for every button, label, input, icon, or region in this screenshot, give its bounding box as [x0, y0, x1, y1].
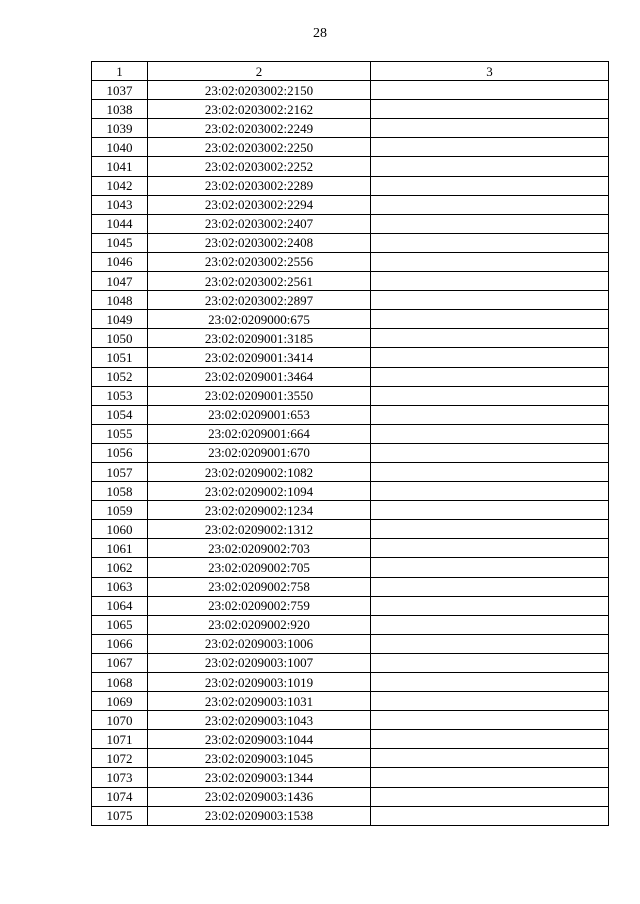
- notes-cell: [371, 100, 609, 119]
- cadastral-number-cell: 23:02:0209001:664: [148, 424, 371, 443]
- row-number-cell: 1071: [92, 730, 148, 749]
- notes-cell: [371, 310, 609, 329]
- cadastral-number-cell: 23:02:0209002:759: [148, 596, 371, 615]
- cadastral-number-cell: 23:02:0203002:2162: [148, 100, 371, 119]
- row-number-cell: 1058: [92, 482, 148, 501]
- table-row: [92, 615, 609, 634]
- row-number-cell: 1055: [92, 424, 148, 443]
- cadastral-number-cell: 23:02:0203002:2294: [148, 195, 371, 214]
- cadastral-number-cell: 23:02:0209002:758: [148, 577, 371, 596]
- column-header-1: 1: [92, 62, 148, 81]
- row-number-cell: 1061: [92, 539, 148, 558]
- row-number-cell: 1046: [92, 252, 148, 271]
- column-header-2: 2: [148, 62, 371, 81]
- cadastral-number-cell: 23:02:0203002:2252: [148, 157, 371, 176]
- notes-cell: [371, 81, 609, 100]
- notes-cell: [371, 806, 609, 825]
- notes-cell: [371, 711, 609, 730]
- table-row: [92, 768, 609, 787]
- row-number-cell: 1045: [92, 233, 148, 252]
- table-row: [92, 291, 609, 310]
- row-number-cell: 1064: [92, 596, 148, 615]
- table-row: [92, 386, 609, 405]
- cadastral-number-cell: 23:02:0209002:705: [148, 558, 371, 577]
- notes-cell: [371, 520, 609, 539]
- header-row: [92, 62, 609, 81]
- notes-cell: [371, 768, 609, 787]
- row-number-cell: 1044: [92, 214, 148, 233]
- cadastral-number-cell: 23:02:0203002:2150: [148, 81, 371, 100]
- row-number-cell: 1048: [92, 291, 148, 310]
- row-number-cell: 1052: [92, 367, 148, 386]
- notes-cell: [371, 176, 609, 195]
- row-number-cell: 1053: [92, 386, 148, 405]
- table-row: [92, 501, 609, 520]
- cadastral-number-cell: 23:02:0203002:2556: [148, 252, 371, 271]
- row-number-cell: 1047: [92, 272, 148, 291]
- notes-cell: [371, 233, 609, 252]
- cadastral-number-cell: 23:02:0209002:1094: [148, 482, 371, 501]
- table-row: [92, 195, 609, 214]
- table-row: [92, 443, 609, 462]
- cadastral-number-cell: 23:02:0209001:3464: [148, 367, 371, 386]
- table-row: [92, 81, 609, 100]
- table-row: [92, 424, 609, 443]
- cadastral-number-cell: 23:02:0209003:1344: [148, 768, 371, 787]
- table-row: [92, 348, 609, 367]
- row-number-cell: 1063: [92, 577, 148, 596]
- notes-cell: [371, 272, 609, 291]
- row-number-cell: 1068: [92, 673, 148, 692]
- table-row: [92, 806, 609, 825]
- cadastral-number-cell: 23:02:0209003:1006: [148, 634, 371, 653]
- cadastral-number-cell: 23:02:0203002:2897: [148, 291, 371, 310]
- cadastral-number-cell: 23:02:0203002:2407: [148, 214, 371, 233]
- table-row: [92, 539, 609, 558]
- notes-cell: [371, 539, 609, 558]
- row-number-cell: 1043: [92, 195, 148, 214]
- table-row: [92, 653, 609, 672]
- table-row: [92, 252, 609, 271]
- notes-cell: [371, 615, 609, 634]
- column-header-3: 3: [371, 62, 609, 81]
- notes-cell: [371, 482, 609, 501]
- notes-cell: [371, 634, 609, 653]
- table-row: [92, 520, 609, 539]
- row-number-cell: 1074: [92, 787, 148, 806]
- row-number-cell: 1066: [92, 634, 148, 653]
- notes-cell: [371, 692, 609, 711]
- table-header: [92, 62, 609, 81]
- table-row: [92, 272, 609, 291]
- table-row: [92, 176, 609, 195]
- cadastral-number-cell: 23:02:0209002:1312: [148, 520, 371, 539]
- table-row: [92, 119, 609, 138]
- cadastral-number-cell: 23:02:0203002:2289: [148, 176, 371, 195]
- table-row: [92, 329, 609, 348]
- cadastral-number-cell: 23:02:0209001:653: [148, 405, 371, 424]
- cadastral-number-cell: 23:02:0203002:2408: [148, 233, 371, 252]
- page-number: 28: [313, 26, 327, 41]
- cadastral-number-cell: 23:02:0209003:1019: [148, 673, 371, 692]
- notes-cell: [371, 730, 609, 749]
- table-row: [92, 462, 609, 481]
- row-number-cell: 1039: [92, 119, 148, 138]
- notes-cell: [371, 596, 609, 615]
- table-row: [92, 749, 609, 768]
- cadastral-number-cell: 23:02:0209001:3414: [148, 348, 371, 367]
- row-number-cell: 1059: [92, 501, 148, 520]
- notes-cell: [371, 501, 609, 520]
- notes-cell: [371, 348, 609, 367]
- table-row: [92, 214, 609, 233]
- cadastral-table: [91, 61, 609, 826]
- notes-cell: [371, 367, 609, 386]
- cadastral-number-cell: 23:02:0209001:670: [148, 443, 371, 462]
- cadastral-number-cell: 23:02:0203002:2250: [148, 138, 371, 157]
- notes-cell: [371, 577, 609, 596]
- row-number-cell: 1038: [92, 100, 148, 119]
- row-number-cell: 1049: [92, 310, 148, 329]
- row-number-cell: 1050: [92, 329, 148, 348]
- cadastral-number-cell: 23:02:0209003:1007: [148, 653, 371, 672]
- table-row: [92, 711, 609, 730]
- row-number-cell: 1062: [92, 558, 148, 577]
- table-row: [92, 138, 609, 157]
- cadastral-number-cell: 23:02:0209003:1538: [148, 806, 371, 825]
- notes-cell: [371, 386, 609, 405]
- notes-cell: [371, 157, 609, 176]
- table-row: [92, 577, 609, 596]
- notes-cell: [371, 138, 609, 157]
- table-row: [92, 730, 609, 749]
- table-row: [92, 634, 609, 653]
- table-row: [92, 405, 609, 424]
- cadastral-number-cell: 23:02:0203002:2561: [148, 272, 371, 291]
- notes-cell: [371, 653, 609, 672]
- row-number-cell: 1073: [92, 768, 148, 787]
- notes-cell: [371, 787, 609, 806]
- cadastral-number-cell: 23:02:0209003:1044: [148, 730, 371, 749]
- notes-cell: [371, 443, 609, 462]
- table-row: [92, 596, 609, 615]
- table-row: [92, 558, 609, 577]
- table-row: [92, 233, 609, 252]
- row-number-cell: 1072: [92, 749, 148, 768]
- notes-cell: [371, 424, 609, 443]
- notes-cell: [371, 462, 609, 481]
- row-number-cell: 1051: [92, 348, 148, 367]
- table-row: [92, 367, 609, 386]
- cadastral-number-cell: 23:02:0209001:3185: [148, 329, 371, 348]
- notes-cell: [371, 329, 609, 348]
- cadastral-number-cell: 23:02:0209003:1045: [148, 749, 371, 768]
- row-number-cell: 1075: [92, 806, 148, 825]
- row-number-cell: 1056: [92, 443, 148, 462]
- table-row: [92, 692, 609, 711]
- row-number-cell: 1069: [92, 692, 148, 711]
- notes-cell: [371, 673, 609, 692]
- row-number-cell: 1041: [92, 157, 148, 176]
- table-body: [92, 81, 609, 826]
- cadastral-number-cell: 23:02:0209002:1082: [148, 462, 371, 481]
- row-number-cell: 1042: [92, 176, 148, 195]
- cadastral-number-cell: 23:02:0209003:1436: [148, 787, 371, 806]
- row-number-cell: 1054: [92, 405, 148, 424]
- notes-cell: [371, 214, 609, 233]
- table-row: [92, 482, 609, 501]
- notes-cell: [371, 119, 609, 138]
- row-number-cell: 1070: [92, 711, 148, 730]
- cadastral-number-cell: 23:02:0209003:1031: [148, 692, 371, 711]
- cadastral-number-cell: 23:02:0209003:1043: [148, 711, 371, 730]
- row-number-cell: 1065: [92, 615, 148, 634]
- notes-cell: [371, 405, 609, 424]
- notes-cell: [371, 749, 609, 768]
- row-number-cell: 1040: [92, 138, 148, 157]
- cadastral-number-cell: 23:02:0203002:2249: [148, 119, 371, 138]
- notes-cell: [371, 252, 609, 271]
- table-row: [92, 100, 609, 119]
- table-row: [92, 157, 609, 176]
- row-number-cell: 1037: [92, 81, 148, 100]
- row-number-cell: 1060: [92, 520, 148, 539]
- cadastral-number-cell: 23:02:0209002:703: [148, 539, 371, 558]
- cadastral-number-cell: 23:02:0209002:1234: [148, 501, 371, 520]
- cadastral-number-cell: 23:02:0209001:3550: [148, 386, 371, 405]
- row-number-cell: 1067: [92, 653, 148, 672]
- table-row: [92, 787, 609, 806]
- notes-cell: [371, 291, 609, 310]
- notes-cell: [371, 558, 609, 577]
- row-number-cell: 1057: [92, 462, 148, 481]
- table-row: [92, 673, 609, 692]
- table-row: [92, 310, 609, 329]
- cadastral-number-cell: 23:02:0209002:920: [148, 615, 371, 634]
- cadastral-number-cell: 23:02:0209000:675: [148, 310, 371, 329]
- notes-cell: [371, 195, 609, 214]
